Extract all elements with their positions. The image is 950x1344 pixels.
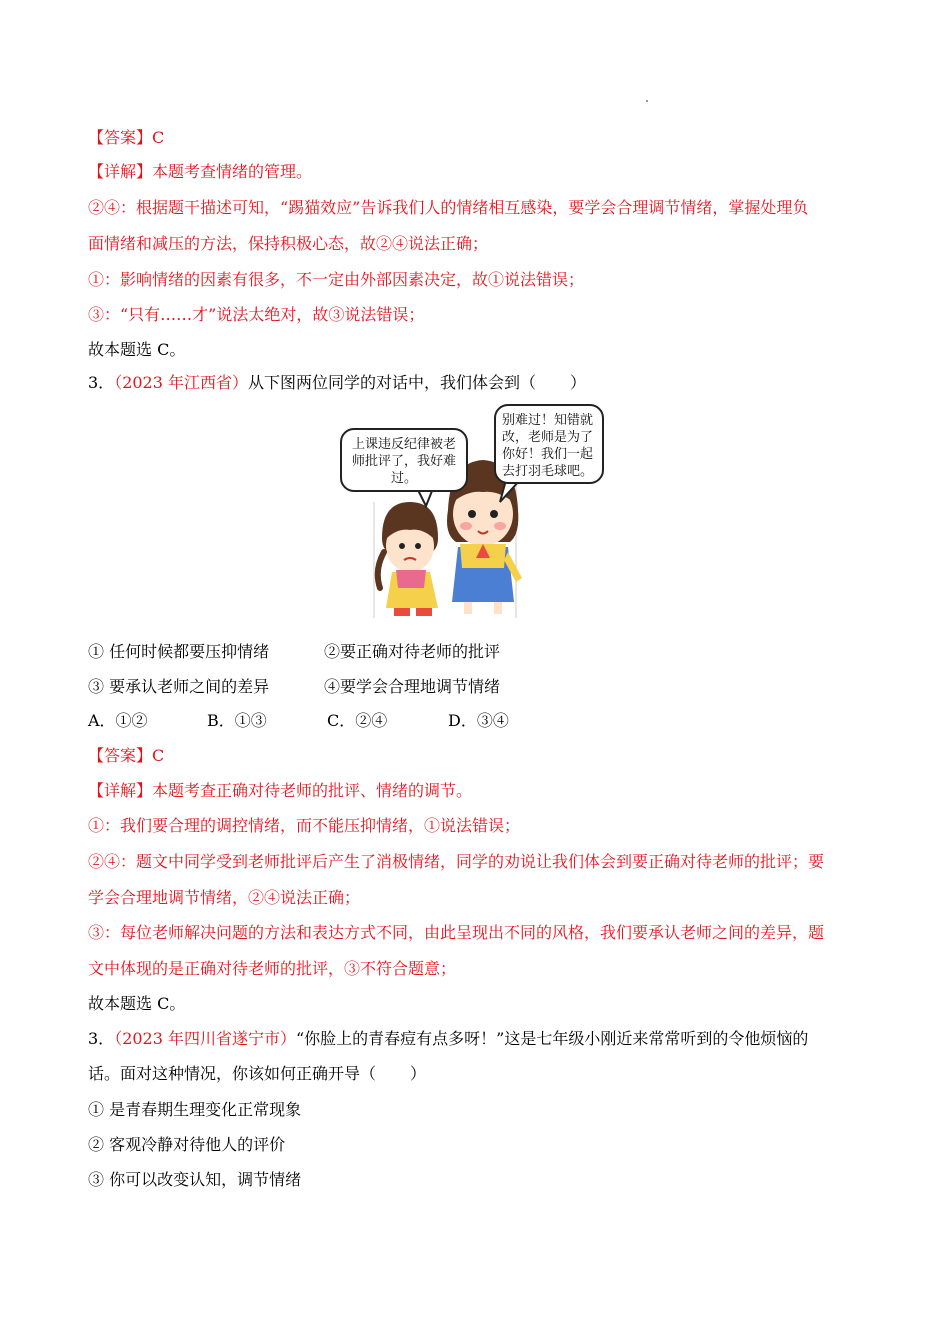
q3a-stem-end: ）	[570, 373, 587, 392]
q3a-source: （2023 年江西省）	[114, 373, 248, 392]
q3a-detail-intro: 本题考查正确对待老师的批评、情绪的调节。	[152, 781, 473, 800]
speech-bubble-left: 上课违反纪律被老师批评了，我好难过。	[340, 428, 468, 492]
q3a-option-b: B．①③	[207, 711, 267, 730]
page-mark	[646, 100, 648, 102]
q3b-stem-end: ）	[410, 1064, 427, 1083]
q3a-option-d: D．③④	[448, 711, 509, 730]
q3a-detail-label: 【详解】	[88, 781, 153, 800]
q3b-choice-2: ② 客观冷静对待他人的评价	[88, 1135, 286, 1154]
q3b-stem-line-2	[88, 1064, 878, 1084]
cartoon-figure	[338, 402, 608, 620]
q3b-choice-3: ③ 你可以改变认知，调节情绪	[88, 1170, 302, 1189]
q3b-source: （2023 年四川省遂宁市）	[114, 1029, 296, 1048]
q2-answer-line	[88, 128, 878, 148]
q3b-stem-text-1: “你脸上的青春痘有点多呀！”这是七年级小刚近来常常听到的令他烦恼的	[296, 1029, 809, 1048]
q3a-stem	[88, 373, 878, 393]
q2-detail-intro-line	[88, 162, 878, 182]
sad-girl	[378, 502, 438, 616]
q3a-answer-value: C	[152, 746, 165, 765]
q3b-stem-line-1	[88, 1029, 878, 1049]
q3a-answer-label: 【答案】	[88, 746, 153, 765]
q3b-stem-text-2: 话。面对这种情况，你该如何正确开导（	[88, 1064, 377, 1083]
q3a-stem-text: 从下图两位同学的对话中，我们体会到（	[248, 373, 537, 392]
q3a-detail-intro-line	[88, 781, 878, 801]
q3a-detail-line-2: ②④：题文中同学受到老师批评后产生了消极情绪，同学的劝说让我们体会到要正确对待老师的批评；要	[88, 852, 825, 871]
q3a-answer-line	[88, 746, 878, 766]
q2-answer-value: C	[152, 128, 165, 147]
q2-answer-label: 【答案】	[88, 128, 153, 147]
q3a-number: 3．	[88, 373, 115, 392]
q2-conclusion: 故本题选 C。	[88, 340, 186, 359]
speech-bubble-right: 别难过！知错就改，老师是为了你好！我们一起去打羽毛球吧。	[494, 404, 604, 484]
q2-detail-line-4: ③：“只有……才”说法太绝对，故③说法错误；	[88, 305, 425, 324]
q3a-choice-4: ④要学会合理地调节情绪	[324, 677, 501, 696]
q3a-option-c: C．②④	[327, 711, 388, 730]
q3a-detail-line-4: ③：每位老师解决问题的方法和表达方式不同，由此呈现出不同的风格，我们要承认老师之间的差异，题	[88, 923, 825, 942]
q2-detail-line-2: 面情绪和减压的方法，保持积极心态，故②④说法正确；	[88, 234, 489, 253]
q3a-choice-1: ① 任何时候都要压抑情绪	[88, 642, 270, 661]
q2-detail-line-1: ②④：根据题干描述可知，“踢猫效应”告诉我们人的情绪相互感染，要学会合理调节情绪，掌握处理负	[88, 198, 809, 217]
q3a-conclusion: 故本题选 C。	[88, 994, 186, 1013]
q3a-detail-line-3: 学会合理地调节情绪，②④说法正确；	[88, 888, 361, 907]
q3a-choice-3: ③ 要承认老师之间的差异	[88, 677, 270, 696]
q3a-detail-line-1: ①：我们要合理的调控情绪，而不能压抑情绪，①说法错误；	[88, 816, 521, 835]
q3b-choice-1: ① 是青春期生理变化正常现象	[88, 1100, 302, 1119]
q2-detail-line-3: ①：影响情绪的因素有很多，不一定由外部因素决定，故①说法错误；	[88, 270, 585, 289]
q3a-option-a: A．①②	[88, 711, 148, 730]
q3b-number: 3．	[88, 1029, 115, 1048]
q2-detail-intro: 本题考查情绪的管理。	[152, 162, 313, 181]
q3a-detail-line-5: 文中体现的是正确对待老师的批评，③不符合题意；	[88, 959, 457, 978]
q3a-choice-2: ②要正确对待老师的批评	[324, 642, 501, 661]
q2-detail-label: 【详解】	[88, 162, 153, 181]
